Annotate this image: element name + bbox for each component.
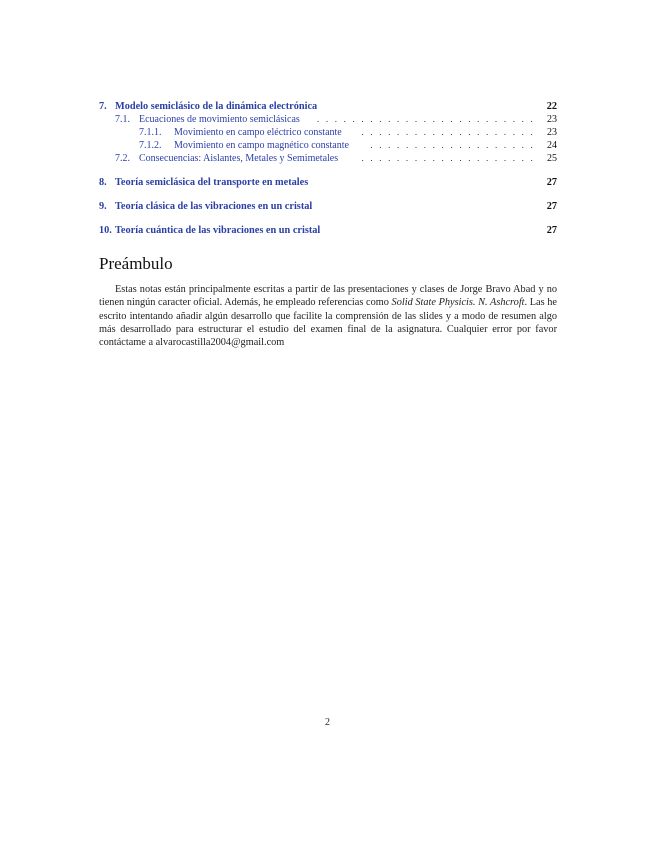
toc-leader-dots: . . . . . . . . . . . . . . . . . . . . (361, 153, 535, 163)
toc-title: Modelo semiclásico de la dinámica electrónica (115, 100, 321, 113)
toc-entry[interactable] (99, 224, 557, 237)
toc-entry[interactable] (99, 176, 557, 189)
toc-page: 27 (543, 176, 557, 189)
toc-title: Teoría semiclásica del transporte en metales (115, 176, 312, 189)
toc-title: Ecuaciones de movimiento semiclásicas (139, 113, 304, 126)
toc-page: 23 (543, 113, 557, 126)
toc-number: 7.1.1. (139, 127, 162, 138)
toc-title: Movimiento en campo magnético constante (174, 139, 353, 152)
toc-page: 27 (543, 224, 557, 237)
toc-number: 9. (99, 201, 107, 212)
toc-leader-dots: . . . . . . . . . . . . . . . . . . . . . . . . . (316, 114, 535, 124)
toc-page: 24 (543, 139, 557, 152)
toc-entry[interactable] (99, 100, 557, 113)
toc-title: Teoría cuántica de las vibraciones en un cristal (115, 224, 324, 237)
table-of-contents (99, 100, 557, 237)
toc-page: 25 (543, 152, 557, 165)
preambulo-text-part2: . Las he escrito intentando añadir algún desarrollo que facilite la comprensión de las slides y a modo de resumen algo más desarrollado para estructurar el estudio del examen final de la asignatura. Cualquier error por favor contáctame a alvarocastilla2004@gmail.com (99, 297, 557, 349)
toc-page: 23 (543, 126, 557, 139)
toc-entry[interactable] (99, 113, 557, 126)
toc-number: 7.1. (115, 114, 130, 125)
toc-entry[interactable] (99, 200, 557, 213)
preambulo-paragraph (99, 283, 557, 349)
toc-page: 22 (543, 100, 557, 113)
toc-number: 7.1.2. (139, 140, 162, 151)
page-number: 2 (325, 717, 330, 728)
toc-title: Teoría clásica de las vibraciones en un cristal (115, 200, 316, 213)
toc-number: 7. (99, 101, 107, 112)
preambulo-reference: Solid State Physicis. N. Ashcroft (391, 297, 525, 309)
toc-title: Movimiento en campo eléctrico constante (174, 126, 346, 139)
preambulo-text-part1: Estas notas están principalmente escritas a partir de las presentaciones y clases de Jorge Bravo Abad y no tienen ningún caracter oficial. Además, he empleado referencias como (99, 284, 557, 309)
toc-entry[interactable] (99, 139, 557, 152)
toc-title: Consecuencias: Aislantes, Metales y Semimetales (139, 152, 342, 165)
preambulo-heading: Preámbulo (99, 254, 173, 273)
toc-leader-dots: . . . . . . . . . . . . . . . . . . . . (361, 127, 535, 137)
toc-entry[interactable] (99, 126, 557, 139)
toc-number: 7.2. (115, 153, 130, 164)
toc-leader-dots: . . . . . . . . . . . . . . . . . . . (370, 140, 535, 150)
toc-page: 27 (543, 200, 557, 213)
toc-entry[interactable] (99, 152, 557, 165)
toc-number: 8. (99, 177, 107, 188)
toc-number: 10. (99, 225, 112, 236)
